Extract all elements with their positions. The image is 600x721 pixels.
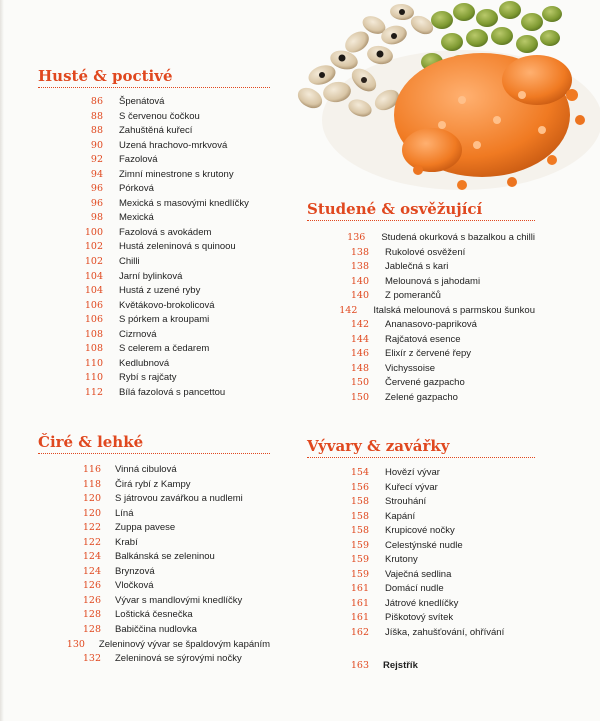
toc-entry[interactable] xyxy=(307,626,535,641)
entry-title: Špenátová xyxy=(119,96,165,107)
toc-entry[interactable] xyxy=(38,139,270,154)
entry-title: Loštická česnečka xyxy=(115,609,193,621)
toc-entry[interactable] xyxy=(307,568,535,583)
toc-entry[interactable] xyxy=(307,466,535,481)
page-number: 124 xyxy=(82,551,101,563)
section-divider xyxy=(38,453,270,454)
toc-entry[interactable] xyxy=(38,623,270,638)
entry-title: Vločková xyxy=(115,580,154,592)
page-number: 158 xyxy=(350,496,369,508)
entry-title: Italská melounová s parmskou šunkou xyxy=(373,304,535,316)
toc-entry[interactable] xyxy=(38,197,270,212)
toc-entry[interactable] xyxy=(38,270,270,285)
toc-entry[interactable] xyxy=(38,536,270,551)
page-number: 100 xyxy=(84,226,103,238)
entry-title: Zahuštěná kuřecí xyxy=(119,125,193,137)
entry-title: Pórková xyxy=(119,183,154,195)
page-number: 159 xyxy=(350,539,369,551)
toc-entry[interactable] xyxy=(38,507,270,522)
entry-title: Játrové knedlíčky xyxy=(385,597,459,609)
toc-entry[interactable] xyxy=(307,231,535,246)
entry-title: Zeleninový vývar se špaldovým kapáním xyxy=(98,638,270,650)
toc-entry[interactable] xyxy=(307,611,535,626)
toc-entry[interactable] xyxy=(307,495,535,510)
page-number: 158 xyxy=(350,510,369,522)
page-number: 102 xyxy=(84,241,103,253)
toc-entry[interactable] xyxy=(38,579,270,594)
toc-entry[interactable] xyxy=(307,318,535,333)
page-number: 162 xyxy=(350,627,369,639)
section-cire-lehke xyxy=(38,432,270,667)
toc-list xyxy=(38,95,270,400)
entry-title: Rejstřík xyxy=(383,659,418,671)
entry-title: Krupicové nočky xyxy=(385,525,455,537)
toc-entry[interactable] xyxy=(307,553,535,568)
toc-entry[interactable] xyxy=(38,386,270,401)
entry-title: Kedlubnová xyxy=(119,357,170,369)
entry-title: Kapání xyxy=(385,510,416,522)
page-number: 146 xyxy=(350,348,369,360)
toc-entry[interactable] xyxy=(307,481,535,496)
entry-title: S játrovou zavářkou a nudlemi xyxy=(115,493,243,505)
page-number: 126 xyxy=(82,594,101,606)
page-number: 122 xyxy=(82,522,101,534)
page-number: 142 xyxy=(350,319,369,331)
page-number: 140 xyxy=(350,275,369,287)
page-number: 120 xyxy=(82,507,101,519)
toc-entry[interactable] xyxy=(38,124,270,139)
page-spine-shadow xyxy=(0,0,4,721)
page-number: 116 xyxy=(82,464,101,475)
entry-title: Brynzová xyxy=(115,565,155,577)
entry-title: S červenou čočkou xyxy=(119,110,200,122)
page-number: 138 xyxy=(350,261,369,273)
toc-entry[interactable] xyxy=(38,182,270,197)
page-number: 104 xyxy=(84,285,103,297)
page-number: 106 xyxy=(84,314,103,326)
entry-title: Hustá z uzené ryby xyxy=(119,285,201,297)
toc-list xyxy=(307,466,535,641)
page-number: 110 xyxy=(84,357,103,369)
entry-title: Krabí xyxy=(115,536,138,548)
section-vyvary-zavarky xyxy=(307,436,535,641)
entry-title: Melounová s jahodami xyxy=(385,275,481,287)
entry-title: Vývar s mandlovými knedlíčky xyxy=(115,594,243,606)
toc-entry[interactable] xyxy=(307,376,535,391)
entry-title: Elixír z červené řepy xyxy=(385,348,472,360)
entry-title: Ananasovo-papriková xyxy=(385,319,477,331)
toc-entry[interactable] xyxy=(307,275,535,290)
entry-title: Zimní minestrone s krutony xyxy=(119,168,234,180)
page-number: 102 xyxy=(84,256,103,268)
section-divider xyxy=(38,87,270,88)
toc-entry[interactable] xyxy=(307,510,535,525)
page-number: 161 xyxy=(350,583,369,595)
toc-entry[interactable] xyxy=(38,313,270,328)
page-number: 159 xyxy=(350,554,369,566)
page-number: 112 xyxy=(84,386,103,398)
page-number: 126 xyxy=(82,580,101,592)
toc-entry[interactable] xyxy=(38,492,270,507)
page-number: 128 xyxy=(82,609,101,621)
entry-title: Zeleninová se sýrovými nočky xyxy=(115,653,242,665)
page-number: 96 xyxy=(90,197,103,209)
page-number: 108 xyxy=(84,328,103,340)
toc-entry[interactable] xyxy=(38,550,270,565)
page-number: 130 xyxy=(66,638,85,650)
toc-entry[interactable] xyxy=(307,260,535,275)
toc-entry[interactable] xyxy=(38,357,270,372)
page-number: 88 xyxy=(90,110,103,122)
page-number: 94 xyxy=(90,168,103,180)
page-number: 161 xyxy=(350,597,369,609)
entry-title: Piškotový svítek xyxy=(385,612,454,624)
page-number: 92 xyxy=(90,154,103,166)
entry-title: Květákovo-brokolicová xyxy=(119,299,215,311)
entry-title: Domácí nudle xyxy=(385,583,444,595)
entry-title: Červené gazpacho xyxy=(385,377,465,389)
entry-title: Jarní bylinková xyxy=(119,270,183,282)
toc-entry[interactable] xyxy=(307,597,535,612)
entry-title: Chilli xyxy=(119,256,140,268)
entry-title: Bílá fazolová s pancettou xyxy=(119,386,226,398)
page-number: 148 xyxy=(350,362,369,374)
page-number: 118 xyxy=(82,478,101,490)
toc-entry[interactable] xyxy=(38,478,270,493)
toc-entry[interactable] xyxy=(307,304,535,319)
toc-entry[interactable] xyxy=(38,226,270,241)
entry-title: Balkánská se zeleninou xyxy=(115,551,215,563)
toc-entry[interactable] xyxy=(38,638,270,653)
toc-entry[interactable] xyxy=(38,168,270,183)
page-number: 142 xyxy=(339,304,358,316)
entry-title: Z pomerančů xyxy=(385,290,441,302)
entry-title: Fazolová s avokádem xyxy=(119,226,212,238)
page-number: 132 xyxy=(82,653,101,665)
page-number: 104 xyxy=(84,270,103,282)
entry-title: Uzená hrachovo-mrkvová xyxy=(119,139,228,151)
page-number: 161 xyxy=(350,612,369,624)
page-number: 159 xyxy=(350,568,369,580)
page-number: 110 xyxy=(84,372,103,384)
toc-entry[interactable] xyxy=(38,284,270,299)
toc-entry[interactable] xyxy=(307,333,535,348)
entry-title: Jíška, zahušťování, ohřívání xyxy=(385,627,505,639)
page-number: 86 xyxy=(90,96,103,107)
toc-entry[interactable] xyxy=(38,594,270,609)
toc-entry[interactable] xyxy=(307,246,535,261)
entry-title: Zuppa pavese xyxy=(115,522,176,534)
entry-title: Rybí s rajčaty xyxy=(119,372,177,384)
toc-entry[interactable] xyxy=(307,582,535,597)
page-number: 138 xyxy=(350,246,369,258)
page-number: 150 xyxy=(350,377,369,389)
page-number: 158 xyxy=(350,525,369,537)
entry-title: Hovězí vývar xyxy=(385,467,440,478)
toc-entry[interactable] xyxy=(38,608,270,623)
page-number: 140 xyxy=(350,290,369,302)
page-number: 154 xyxy=(350,467,369,478)
entry-title: Strouhání xyxy=(385,496,427,508)
toc-entry[interactable] xyxy=(307,524,535,539)
section-title: Vývary & zavářky xyxy=(307,437,450,455)
toc-entry[interactable] xyxy=(38,652,270,667)
toc-entry[interactable] xyxy=(38,240,270,255)
entry-title: Zelené gazpacho xyxy=(385,392,458,404)
entry-title: Babiččina nudlovka xyxy=(115,624,197,636)
toc-entry[interactable] xyxy=(38,565,270,580)
toc-entry[interactable] xyxy=(38,521,270,536)
page-number: 90 xyxy=(90,139,103,151)
toc-entry[interactable] xyxy=(307,539,535,554)
entry-title: Mexická xyxy=(119,212,154,224)
section-divider xyxy=(307,457,535,458)
toc-entry[interactable] xyxy=(38,95,270,110)
page-number: 106 xyxy=(84,299,103,311)
page-number: 108 xyxy=(84,343,103,355)
page-number: 120 xyxy=(82,493,101,505)
entry-title: Fazolová xyxy=(119,154,158,166)
section-divider xyxy=(307,220,535,221)
entry-title: Kuřecí vývar xyxy=(385,481,438,493)
toc-entry[interactable] xyxy=(38,342,270,357)
entry-title: Vichyssoise xyxy=(385,362,435,374)
entry-title: Čirá rybí z Kampy xyxy=(115,478,191,490)
toc-list xyxy=(38,463,270,667)
section-studene-osvezujici xyxy=(307,199,535,406)
page-number: 124 xyxy=(82,565,101,577)
index-entry[interactable] xyxy=(307,658,418,672)
toc-entry[interactable] xyxy=(38,463,270,478)
entry-title: Líná xyxy=(115,507,134,519)
page-number: 128 xyxy=(82,624,101,636)
entry-title: Celestýnské nudle xyxy=(385,539,463,551)
entry-title: Rajčatová esence xyxy=(385,333,461,345)
page-number: 96 xyxy=(90,183,103,195)
page-number: 88 xyxy=(90,125,103,137)
entry-title: Vinná cibulová xyxy=(115,464,177,475)
page-number: 150 xyxy=(350,392,369,404)
toc-entry[interactable] xyxy=(38,371,270,386)
toc-entry[interactable] xyxy=(38,211,270,226)
toc-entry[interactable] xyxy=(307,289,535,304)
page-number: 136 xyxy=(347,232,366,243)
section-title: Husté & poctivé xyxy=(38,67,173,85)
page-number: 163 xyxy=(350,659,369,671)
entry-title: Krutony xyxy=(385,554,418,566)
toc-entry[interactable] xyxy=(38,255,270,270)
toc-entry[interactable] xyxy=(38,153,270,168)
entry-title: Studená okurková s bazalkou a chilli xyxy=(381,232,535,243)
toc-entry[interactable] xyxy=(38,328,270,343)
entry-title: Mexická s masovými knedlíčky xyxy=(119,197,249,209)
entry-title: S celerem a čedarem xyxy=(119,343,210,355)
toc-entry[interactable] xyxy=(38,299,270,314)
page-number: 144 xyxy=(350,333,369,345)
toc-entry[interactable] xyxy=(38,110,270,125)
entry-title: Rukolové osvěžení xyxy=(385,246,466,258)
page-number: 122 xyxy=(82,536,101,548)
entry-title: S pórkem a kroupami xyxy=(119,314,210,326)
section-title: Studené & osvěžující xyxy=(307,200,483,218)
toc-list xyxy=(307,231,535,406)
entry-title: Hustá zeleninová s quinoou xyxy=(119,241,236,253)
entry-title: Cizrnová xyxy=(119,328,157,340)
page-number: 156 xyxy=(350,481,369,493)
toc-entry[interactable] xyxy=(307,391,535,406)
toc-entry[interactable] xyxy=(307,347,535,362)
entry-title: Vaječná sedlina xyxy=(385,568,452,580)
section-huste-poctive xyxy=(38,66,270,400)
entry-title: Jablečná s kari xyxy=(385,261,449,273)
page-number: 98 xyxy=(90,212,103,224)
section-title: Čiré & lehké xyxy=(38,433,144,451)
toc-entry[interactable] xyxy=(307,362,535,377)
legumes-photo xyxy=(282,0,600,205)
